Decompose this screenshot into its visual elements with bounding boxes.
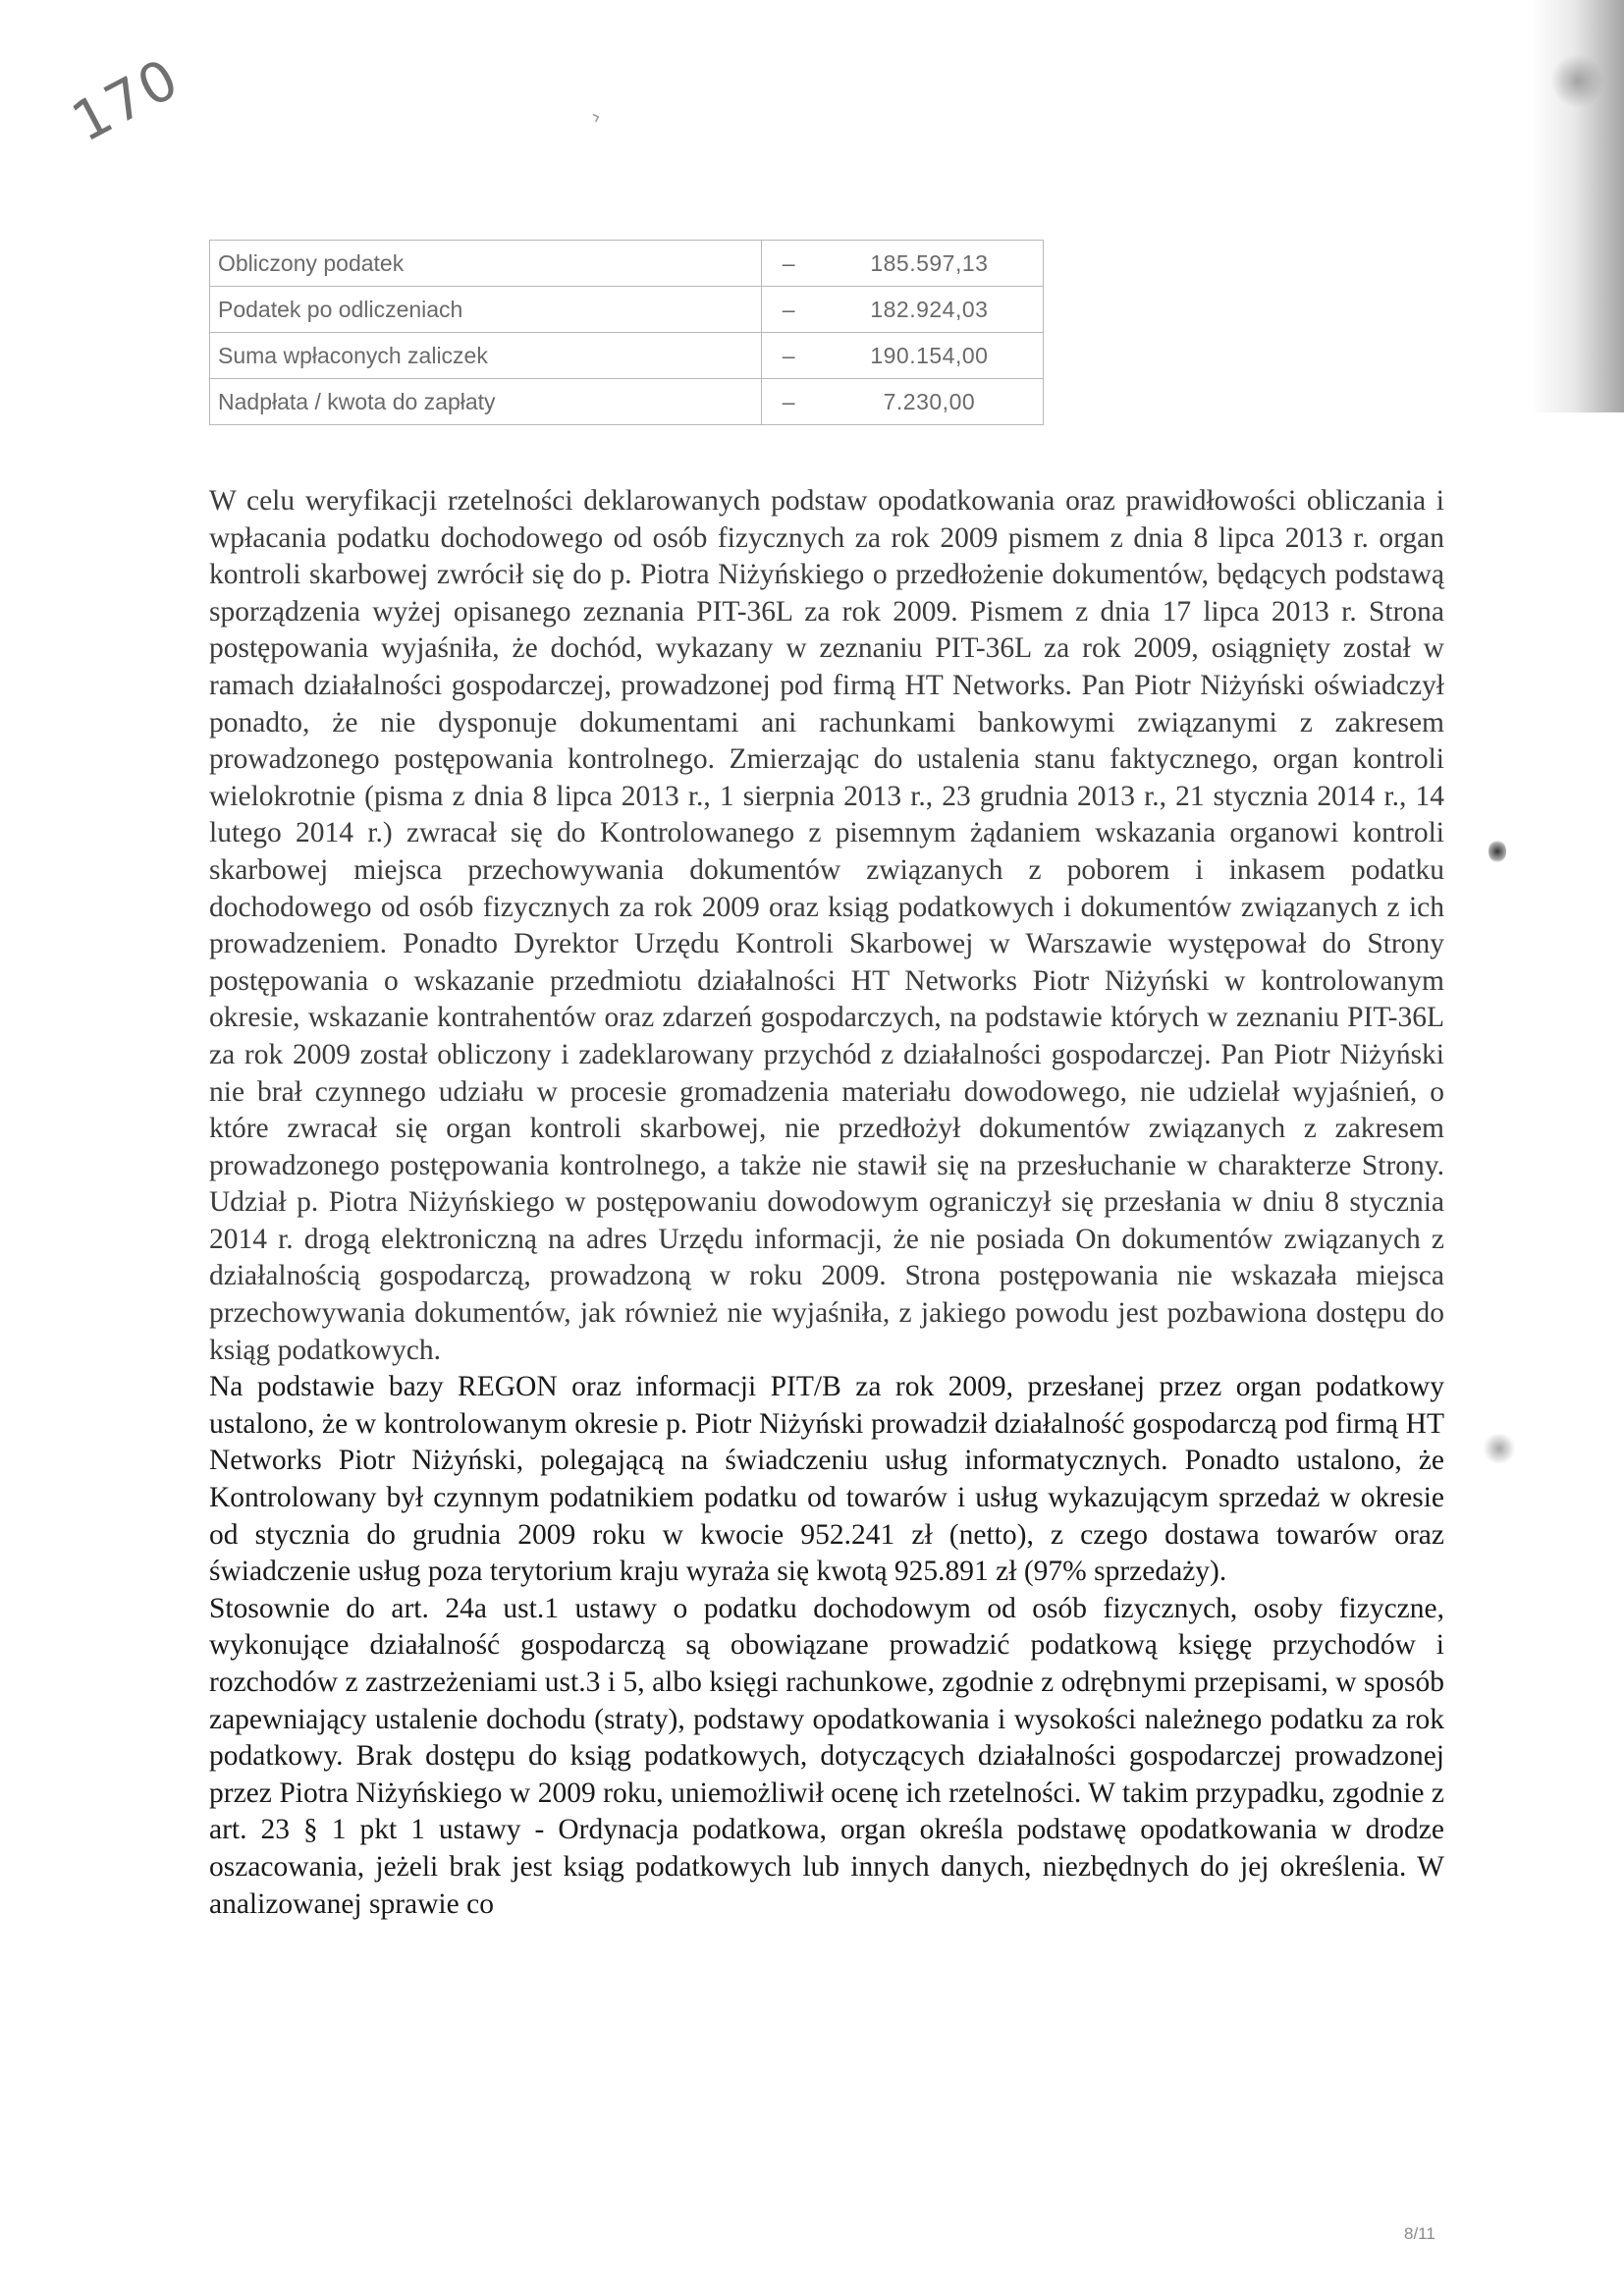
punch-hole-mark (1489, 840, 1506, 863)
row-label: Obliczony podatek (210, 241, 762, 287)
table-row (210, 333, 1044, 379)
body-text (209, 483, 1444, 1923)
tax-summary-table (209, 240, 1044, 425)
punch-hole-mark (1483, 1434, 1516, 1463)
row-value: 190.154,00 (816, 333, 1044, 379)
paragraph-legal-basis: Stosownie do art. 24a ust.1 ustawy o podatku dochodowym od osób fizycznych, osoby fizyczne, wykonujące działalność gospodarczą są obowiązane prowadzić podatkową księgę przychodów i rozchodów z zastrzeżeniami ust.3 i 5, albo księgi rachunkowe, zgodnie z odrębnymi przepisami, w sposób zapewniający ustalenie dochodu (straty), podstawy opodatkowania i wysokości należnego podatku za rok podatkowy. Brak dostępu do ksiąg podatkowych, dotyczących działalności gospodarczej prowadzonej przez Piotra Niżyńskiego w 2009 roku, uniemożliwił ocenę ich rzetelności. W takim przypadku, zgodnie z art. 23 § 1 pkt 1 ustawy - Ordynacja podatkowa, organ określa podstawę opodatkowania w drodze oszacowania, jeżeli brak jest ksiąg podatkowych lub innych danych, niezbędnych do jej określenia. W analizowanej sprawie co (209, 1592, 1444, 1920)
paragraph-regon: Na podstawie bazy REGON oraz informacji PIT/B za rok 2009, przesłanej przez organ podatkowy ustalono, że w kontrolowanym okresie p. Piotr Niżyński prowadził działalność gospodarczą pod firmą HT Networks Piotr Niżyński, polegającą na świadczeniu usług informatycznych. Ponadto ustalono, że Kontrolowany był czynnym podatnikiem podatku od towarów i usług wykazującym sprzedaż w okresie od stycznia do grudnia 2009 roku w kwocie 952.241 zł (netto), z czego dostawa towarów oraz świadczenie usług poza terytorium kraju wyraża się kwotą 925.891 zł (97% sprzedaży). (209, 1371, 1444, 1588)
table-row (210, 379, 1044, 425)
table-row (210, 241, 1044, 287)
row-value: 185.597,13 (816, 241, 1044, 287)
row-label: Podatek po odliczeniach (210, 287, 762, 333)
row-dash: – (761, 333, 816, 379)
row-value: 7.230,00 (816, 379, 1044, 425)
scan-artifact (1550, 54, 1604, 108)
paragraph-verification: W celu weryfikacji rzetelności deklarowanych podstaw opodatkowania oraz prawidłowości obliczania i wpłacania podatku dochodowego od osób fizycznych za rok 2009 pismem z dnia 8 lipca 2013 r. organ kontroli skarbowej zwrócił się do p. Piotra Niżyńskiego o przedłożenie dokumentów, będących podstawą sporządzenia wyżej opisanego zeznania PIT-36L za rok 2009. Pismem z dnia 17 lipca 2013 r. Strona postępowania wyjaśniła, że dochód, wykazany w zeznaniu PIT-36L za rok 2009, osiągnięty został w ramach działalności gospodarczej, prowadzonej pod firmą HT Networks. Pan Piotr Niżyński oświadczył ponadto, że nie dysponuje dokumentami ani rachunkami bankowymi związanymi z zakresem prowadzonego postępowania kontrolnego. Zmierzając do ustalenia stanu faktycznego, organ kontroli wielokrotnie (pisma z dnia 8 lipca 2013 r., 1 sierpnia 2013 r., 23 grudnia 2013 r., 21 stycznia 2014 r., 14 lutego 2014 r.) zwracał się do Kontrolowanego z pisemnym żądaniem wskazania organowi kontroli skarbowej miejsca przechowywania dokumentów związanych z poborem i inkasem podatku dochodowego od osób fizycznych za rok 2009 oraz ksiąg podatkowych i dokumentów związanych z ich prowadzeniem. Ponadto Dyrektor Urzędu Kontroli Skarbowej w Warszawie występował do Strony postępowania o wskazanie przedmiotu działalności HT Networks Piotr Niżyński w kontrolowanym okresie, wskazanie kontrahentów oraz zdarzeń gospodarczych, na podstawie których w zeznaniu PIT-36L za rok 2009 został obliczony i zadeklarowany przychód z działalności gospodarczej. Pan Piotr Niżyński nie brał czynnego udziału w procesie gromadzenia materiału dowodowego, nie udzielał wyjaśnień, o które zwracał się organ kontroli skarbowej, nie przedłożył dokumentów związanych z zakresem prowadzonego postępowania kontrolnego, a także nie stawił się na przesłuchanie w charakterze Strony. Udział p. Piotra Niżyńskiego w postępowaniu dowodowym ograniczył się przesłania w dniu 8 stycznia 2014 r. drogą elektroniczną na adres Urzędu informacji, że nie posiada On dokumentów związanych z działalnością gospodarczą, prowadzoną w roku 2009. Strona postępowania nie wskazała miejsca przechowywania dokumentów, jak również nie wyjaśniła, z jakiego powodu jest pozbawiona dostępu do ksiąg podatkowych. (209, 485, 1444, 1366)
row-dash: – (761, 241, 816, 287)
row-label: Suma wpłaconych zaliczek (210, 333, 762, 379)
row-dash: – (761, 287, 816, 333)
row-dash: – (761, 379, 816, 425)
table-row (210, 287, 1044, 333)
row-value: 182.924,03 (816, 287, 1044, 333)
pen-tick-mark: › (587, 104, 605, 131)
handwritten-page-note: 170 (62, 46, 190, 155)
page-number: 8/11 (1404, 2224, 1435, 2243)
row-label: Nadpłata / kwota do zapłaty (210, 379, 762, 425)
